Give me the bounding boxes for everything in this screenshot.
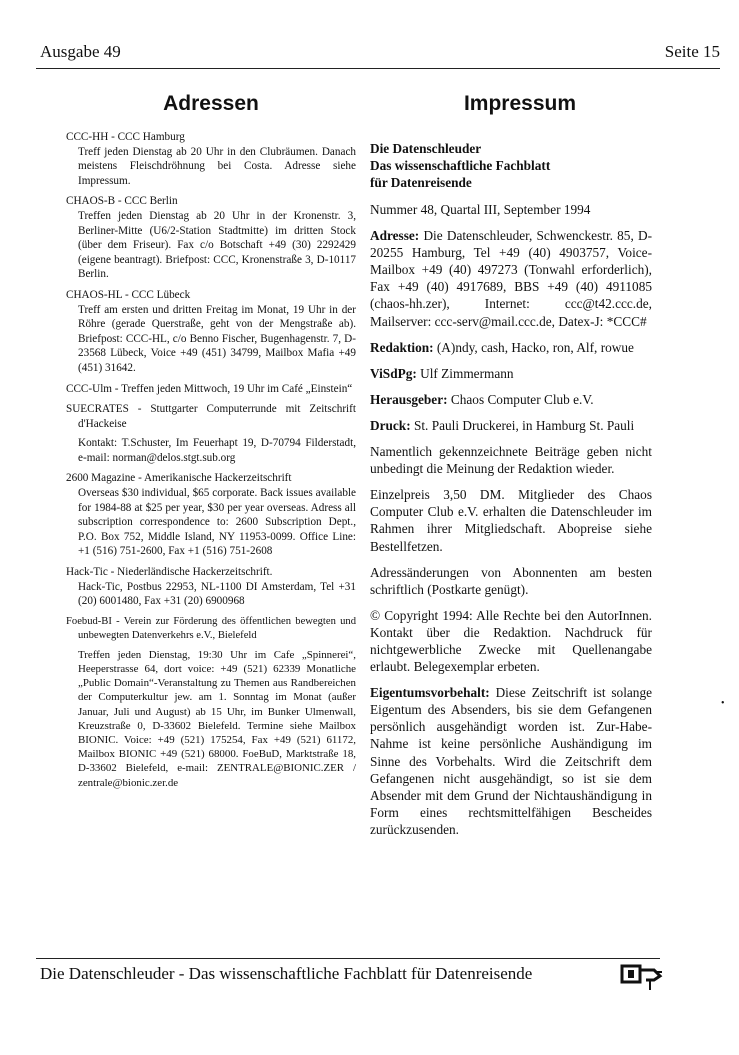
redaktion-text: (A)ndy, cash, Hacko, ron, Alf, rowue	[436, 339, 634, 355]
entry-heading: CCC-HH - CCC Hamburg	[66, 131, 185, 143]
herausgeber-label: Herausgeber:	[370, 391, 448, 407]
entry-text: Foebud-BI - Verein zur Förderung des öffentlichen bewegten und unbewegten Datenverkehrs e.V., Bielefeld	[66, 615, 356, 641]
copyright-paragraph: © Copyright 1994: Alle Rechte bei den AutorInnen. Kontakt über die Redaktion. Nachdruck für nichtgewerbliche Zwecke mit Quellenangabe erlaubt. Belegexemplar erbeten.	[370, 607, 652, 675]
addresses-column	[66, 130, 356, 796]
visdpg-paragraph	[370, 365, 652, 382]
masthead-line: Das wissenschaftliche Fachblatt	[370, 158, 551, 173]
chaos-knot-logo-icon	[616, 962, 664, 992]
masthead-line: für Datenreisende	[370, 175, 472, 190]
address-entry-suecrates	[66, 402, 356, 465]
entry-heading: CHAOS-HL - CCC Lübeck	[66, 288, 191, 301]
ownership-paragraph	[370, 684, 652, 838]
entry-body: Treff jeden Dienstag ab 20 Uhr in den Clubräumen. Danach meistens Fleischdröhnung bei Costa. Adresse siehe Impressum.	[78, 145, 356, 187]
address-text: Die Datenschleuder, Schwenckestr. 85, D-20255 Hamburg, Tel +49 (40) 4903757, Voice-Mailbox +49 (40) 497273 (Tonwahl erforderlich), Fax +49 (40) 4917689, BBS +49 (40) 4911085 (chaos-hh.zer), Internet: ccc@t42.ccc.de, Mailserver: ccc-serv@mail.ccc.de, Datex-J: *CCC#	[370, 228, 653, 329]
herausgeber-text: Chaos Computer Club e.V.	[450, 391, 594, 407]
address-change-paragraph: Adressänderungen von Abonnenten am besten schriftlich (Postkarte genügt).	[370, 564, 652, 597]
masthead	[370, 140, 652, 191]
entry-text: CCC-Ulm - Treffen jeden Mittwoch, 19 Uhr im Café „Einstein“	[66, 382, 353, 395]
address-entry-chaos-b	[66, 194, 356, 282]
margin-mark: •	[721, 698, 725, 709]
footer-rule	[36, 958, 660, 959]
masthead-line: Die Datenschleuder	[370, 141, 482, 156]
issue-number: Ausgabe 49	[40, 42, 121, 61]
entry-heading: CHAOS-B - CCC Berlin	[66, 195, 178, 208]
address-entry-ccc-hh	[66, 130, 356, 188]
address-entry-ccc-ulm	[66, 382, 356, 397]
impressum-title: Impressum	[463, 92, 577, 115]
page-header	[40, 42, 720, 66]
druck-paragraph	[370, 417, 652, 434]
druck-label: Druck:	[370, 417, 411, 433]
entry-body: Overseas $30 individual, $65 corporate. Back issues available for 1984-88 at $25 per year, $30 per year overseas. Adress all subscription correspondence to: 2600 Subscription Dept., P.O. Box 752, Middle Island, NY 11953-0099. Office Line: +1 (516) 751-2600, Fax +1 (516) 751-2608	[78, 487, 356, 558]
issue-line: Nummer 48, Quartal III, September 1994	[370, 202, 591, 217]
address-paragraph	[370, 227, 652, 330]
disclaimer-paragraph: Namentlich gekennzeichnete Beiträge geben nicht unbedingt die Meinung der Redaktion wieder.	[370, 444, 652, 477]
entry-body: Kontakt: T.Schuster, Im Feuerhapt 19, D-70794 Filderstadt, e-mail: norman@delos.stgt.sub.org	[78, 437, 356, 464]
ownership-label: Eigentumsvorbehalt:	[370, 685, 490, 701]
address-entry-2600	[66, 471, 356, 559]
entry-text: SUECRATES - Stuttgarter Computerrunde mit Zeitschrift d'Hackeise	[66, 403, 356, 430]
ownership-text: Diese Zeitschrift ist solange Eigentum des Absenders, bis sie dem Gefangenen persönlich ausgehändigt worden ist. Zur-Habe-Nahme ist keine persönliche Aushändigung im Sinne des Vorbehalts. Wird die Zeitschrift dem Gefangenen nicht ausgehändigt, so ist sie dem Absender mit dem Grund der Nichtaushändigung in Form eines rechtsmittelfähigen Bescheides zurückzusenden.	[370, 685, 653, 837]
entry-body: Hack-Tic, Postbus 22953, NL-1100 DI Amsterdam, Tel +31 (20) 6001480, Fax +31 (20) 6900968	[78, 580, 356, 608]
entry-text: Hack-Tic - Niederländische Hackerzeitschrift.	[66, 566, 273, 579]
addresses-title: Adressen	[163, 92, 259, 115]
header-rule	[36, 68, 720, 69]
address-entry-chaos-hl	[66, 288, 356, 376]
herausgeber-paragraph	[370, 391, 652, 408]
page-number: Seite 15	[664, 42, 720, 61]
redaktion-paragraph	[370, 339, 652, 356]
entry-text: 2600 Magazine - Amerikanische Hackerzeitschrift	[66, 472, 292, 485]
entry-body: Treff am ersten und dritten Freitag im Monat, 19 Uhr in der Röhre (gerade Querstraße, geht von der Mengstraße ab). Briefpost: CCC-HL, c/o Benno Fischer, Bugenhagenstr. 7, D-23568 Lübeck, Voice +49 (451) 34799, Mailbox Mafia +49 (451) 31642.	[78, 303, 356, 374]
address-entry-foebud	[66, 615, 356, 790]
druck-text: St. Pauli Druckerei, in Hamburg St. Pauli	[413, 417, 635, 433]
footer-text: Die Datenschleuder - Das wissenschaftliche Fachblatt für Datenreisende	[40, 964, 533, 983]
address-entry-hack-tic	[66, 565, 356, 609]
visdpg-label: ViSdPg:	[370, 365, 417, 381]
redaktion-label: Redaktion:	[370, 339, 434, 355]
address-label: Adresse:	[370, 228, 420, 244]
price-paragraph: Einzelpreis 3,50 DM. Mitglieder des Chaos Computer Club e.V. erhalten die Datenschleuder im Rahmen ihrer Mitgliedschaft. Abopreise siehe Bestellfetzen.	[370, 487, 652, 554]
entry-body: Treffen jeden Dienstag ab 20 Uhr in der Kronenstr. 3, Berliner-Mitte (U6/2-Station Stadtmitte) im dritten Stock (über dem Friseur). Fax c/o Botschaft +49 (30) 2292429 (eigene beantragt). Briefpost: CCC, Kronenstraße 3, D-10117 Berlin.	[78, 209, 356, 281]
visdpg-text: Ulf Zimmermann	[420, 365, 514, 381]
entry-body: Treffen jeden Dienstag, 19:30 Uhr im Cafe „Spinnerei“, Heeperstrasse 64, dort voice: +49 (521) 62339 Monatliche „Public Domain“-Veranstaltung zu Themen aus Randbereichen der Computerkultur jew. am 1. Sonntag im Monat (außer Januar, Juli und August) ab 15 Uhr, im Bunker Ulmenwall, Kreuzstraße 0, D-33602 Bielefeld. Termine siehe Mailbox BIONIC. Voice: +49 (521) 175254, Fax +49 (521) 61172, Mailbox BIONIC +49 (521) 68000. FoeBuD, Marktstraße 18, D-33602 Bielefeld, e-mail: ZENTRALE@BIONIC.ZER / zentrale@bionic.zer.de	[78, 648, 356, 789]
impressum-column	[370, 140, 652, 847]
